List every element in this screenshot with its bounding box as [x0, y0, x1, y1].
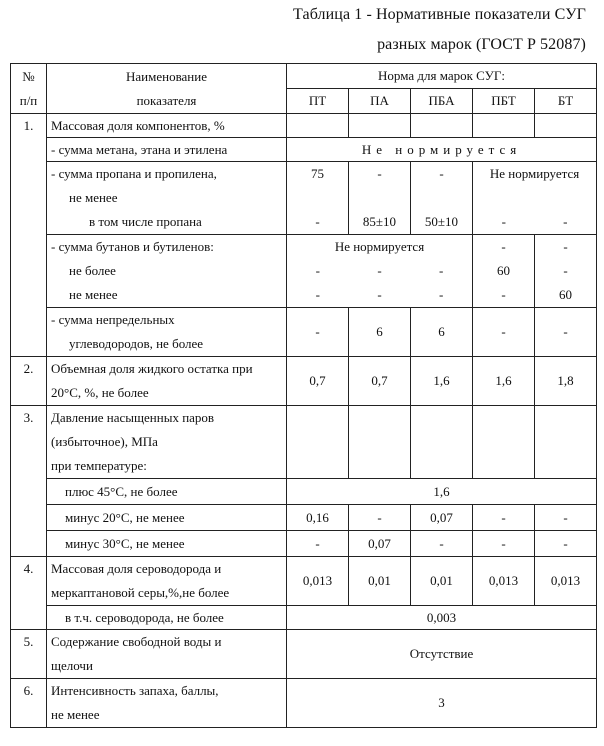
minus30-bt: -: [535, 531, 597, 557]
butane-pbt: [473, 235, 535, 308]
unsat-bt: -: [535, 308, 597, 357]
residue-pbt: 1,6: [473, 357, 535, 406]
header-row-1: [11, 64, 597, 89]
row-6-name-1: Интенсивность запаха, баллы,: [51, 683, 219, 698]
unsat-pbt: -: [473, 308, 535, 357]
row-2-name: [47, 357, 287, 406]
row-1-unsaturated: [11, 308, 597, 357]
propane-label-2: не менее: [69, 190, 118, 205]
empty-cell: [411, 114, 473, 138]
residue-pt: 0,7: [287, 357, 349, 406]
row-3-num-text: 3.: [23, 410, 34, 425]
sulfur-pt: 0,013: [287, 557, 349, 606]
row-4-num-text: 4.: [23, 561, 34, 576]
empty-cell: [535, 406, 597, 479]
propane-pa-incl: 85±10: [362, 214, 397, 229]
minus30-pbt: -: [473, 531, 535, 557]
row-3-title: [11, 406, 597, 479]
header-name-bottom: показателя: [136, 92, 197, 108]
odor-value: 3: [287, 679, 597, 728]
propane-not-normalized: Не нормируется: [489, 166, 580, 181]
row-6-name-2: не менее: [51, 707, 100, 722]
row-2-name-1: Объемная доля жидкого остатка при: [51, 361, 253, 376]
butane-min-pbt: -: [501, 287, 506, 302]
row-4-num: [11, 557, 47, 630]
butane-min-pt: -: [315, 287, 320, 302]
row-4-name-2: меркаптановой серы,%,не более: [51, 585, 230, 600]
propane-pt-incl: -: [315, 214, 320, 229]
residue-pba: 1,6: [411, 357, 473, 406]
minus20-bt: -: [535, 505, 597, 531]
grade-pt: ПТ: [287, 89, 349, 114]
unsat-pba: 6: [411, 308, 473, 357]
propane-label-cell: [47, 162, 287, 235]
row-5-name-1: Содержание свободной воды и: [51, 634, 222, 649]
butane-pt-pa-pba: [287, 235, 473, 308]
propane-pa: [349, 162, 411, 235]
propane-pbt-bt: [473, 162, 597, 235]
row-5-num: [11, 630, 47, 679]
unsat-label-2: углеводородов, не более: [69, 336, 204, 351]
empty-cell: [411, 406, 473, 479]
propane-pba: [411, 162, 473, 235]
propane-label-3: в том числе пропана: [89, 214, 202, 229]
butane-pbt-head: -: [501, 239, 506, 254]
unsat-pt: -: [287, 308, 349, 357]
propane-pa-min: -: [377, 166, 382, 181]
header-num-top: №: [22, 68, 35, 84]
grade-bt: БТ: [535, 89, 597, 114]
empty-cell: [287, 114, 349, 138]
h2s-value: 0,003: [287, 606, 597, 630]
empty-cell: [473, 406, 535, 479]
row-2: [11, 357, 597, 406]
row-4-h2s: [11, 606, 597, 630]
row-1-num: [11, 114, 47, 357]
plus45-value: 1,6: [287, 479, 597, 505]
butane-min-pa: -: [377, 287, 382, 302]
butane-bt-head: -: [563, 239, 568, 254]
header-num-cell: [11, 64, 47, 114]
minus30-pa: 0,07: [349, 531, 411, 557]
water-value: Отсутствие: [287, 630, 597, 679]
header-num-bottom: п/п: [19, 92, 38, 108]
butane-label-1: - сумма бутанов и бутиленов:: [51, 239, 214, 254]
row-1-methane: [11, 138, 597, 162]
empty-cell: [349, 406, 411, 479]
methane-label: - сумма метана, этана и этилена: [47, 138, 287, 162]
butane-min-pba: -: [439, 287, 444, 302]
row-3-name-1: Давление насыщенных паров: [51, 410, 215, 425]
residue-bt: 1,8: [535, 357, 597, 406]
row-2-num: [11, 357, 47, 406]
grade-pbt: ПБТ: [473, 89, 535, 114]
header-name-top: Наименование: [126, 68, 207, 84]
row-3-minus30: [11, 531, 597, 557]
row-2-num-text: 2.: [23, 361, 34, 376]
propane-pbt-bt-incl: [473, 210, 596, 234]
unsat-label-1: - сумма непредельных: [51, 312, 175, 327]
methane-value: Не нормируется: [287, 138, 597, 162]
minus30-pt: -: [287, 531, 349, 557]
h2s-label: в т.ч. сероводорода, не более: [47, 606, 287, 630]
unsat-pa: 6: [349, 308, 411, 357]
minus30-pba: -: [411, 531, 473, 557]
sulfur-pbt: 0,013: [473, 557, 535, 606]
minus20-pt: 0,16: [287, 505, 349, 531]
butane-min-bt: 60: [559, 287, 573, 302]
row-3-plus45: [11, 479, 597, 505]
butane-min-row: [287, 283, 472, 307]
propane-pba-incl: 50±10: [424, 214, 459, 229]
propane-pbt-incl: -: [501, 214, 506, 229]
row-1-title: [11, 114, 597, 138]
sulfur-pa: 0,01: [349, 557, 411, 606]
row-2-name-2: 20°С, %, не более: [51, 385, 149, 400]
unsat-label-cell: [47, 308, 287, 357]
row-5: [11, 630, 597, 679]
row-4-name-1: Массовая доля сероводорода и: [51, 561, 222, 576]
row-3-num: [11, 406, 47, 557]
row-3-minus20: [11, 505, 597, 531]
propane-label-1: - сумма пропана и пропилена,: [51, 166, 217, 181]
minus30-label: минус 30°С, не менее: [47, 531, 287, 557]
row-3-name-3: при температуре:: [51, 458, 147, 473]
butane-not-normalized: Не нормируется: [334, 239, 425, 254]
minus20-pa: -: [349, 505, 411, 531]
grade-pba: ПБА: [411, 89, 473, 114]
empty-cell: [535, 114, 597, 138]
butane-max-row: [287, 259, 472, 283]
butane-label-3: не менее: [69, 287, 118, 302]
butane-label-2: не более: [69, 263, 116, 278]
row-3-name: [47, 406, 287, 479]
propane-pt: [287, 162, 349, 235]
row-5-name-2: щелочи: [51, 658, 93, 673]
butane-max-bt: -: [563, 263, 568, 278]
minus20-pbt: -: [473, 505, 535, 531]
row-6-name: [47, 679, 287, 728]
minus20-pba: 0,07: [411, 505, 473, 531]
row-3-name-2: (избыточное), МПа: [51, 434, 158, 449]
empty-cell: [349, 114, 411, 138]
plus45-label: плюс 45°С, не более: [47, 479, 287, 505]
header-name-cell: [47, 64, 287, 114]
butane-max-pt: -: [315, 263, 320, 278]
butane-label-cell: [47, 235, 287, 308]
propane-bt-incl: -: [563, 214, 568, 229]
row-1-num-text: 1.: [23, 118, 34, 133]
propane-pba-min: -: [439, 166, 444, 181]
row-1-name: Массовая доля компонентов, %: [47, 114, 287, 138]
row-1-propane: [11, 162, 597, 235]
sulfur-pba: 0,01: [411, 557, 473, 606]
propane-pt-min: 75: [311, 166, 324, 181]
minus20-label: минус 20°С, не менее: [47, 505, 287, 531]
table-subtitle: разных марок (ГОСТ Р 52087): [377, 36, 586, 53]
empty-cell: [473, 114, 535, 138]
grade-pa: ПА: [349, 89, 411, 114]
butane-bt: [535, 235, 597, 308]
row-4-name: [47, 557, 287, 606]
row-4: [11, 557, 597, 606]
header-norm: Норма для марок СУГ:: [287, 64, 597, 89]
row-6-num: [11, 679, 47, 728]
row-5-num-text: 5.: [23, 634, 34, 649]
norms-table: [10, 63, 597, 728]
table-title: Таблица 1 - Нормативные показатели СУГ: [293, 6, 586, 23]
row-1-butane: [11, 235, 597, 308]
butane-max-pa: -: [377, 263, 382, 278]
empty-cell: [287, 406, 349, 479]
sulfur-bt: 0,013: [535, 557, 597, 606]
butane-max-pbt: 60: [497, 263, 510, 278]
butane-max-pba: -: [439, 263, 444, 278]
row-6: [11, 679, 597, 728]
row-6-num-text: 6.: [23, 683, 34, 698]
residue-pa: 0,7: [349, 357, 411, 406]
row-5-name: [47, 630, 287, 679]
